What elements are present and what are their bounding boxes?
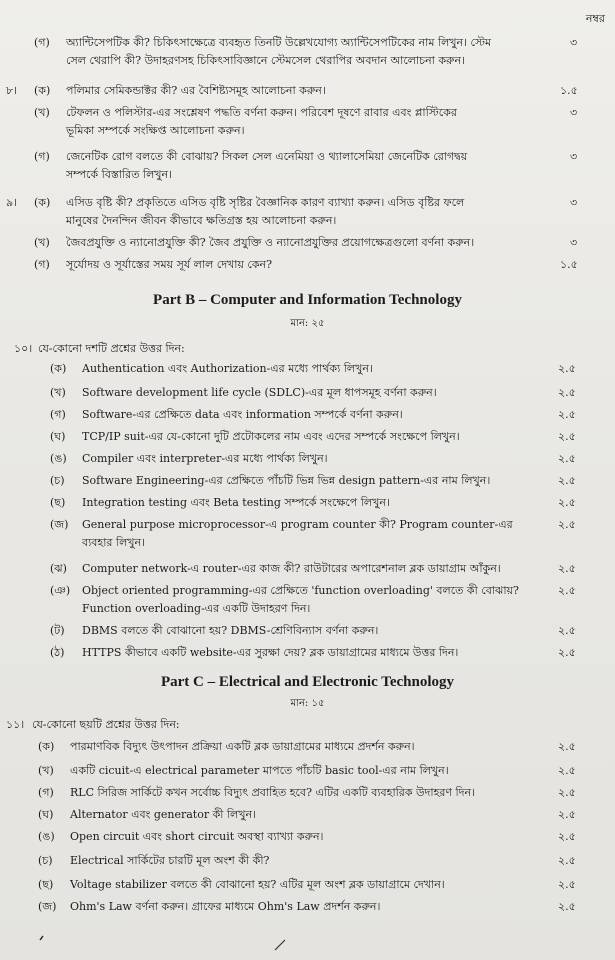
section-marks: মান: ২৫ — [290, 318, 325, 329]
pen-marks — [0, 920, 615, 960]
exam-page: নম্বর (গ) অ্যান্টিসেপটিক কী? চিকিৎসাক্ষেত্রে ব্যবহৃত তিনটি উল্লেখযোগ্য অ্যান্টিসেপটিকের নাম লিখুন। স্টেম ৩ সেল থেরাপি কী? উদাহরণসহ চিকিৎসাবিজ্ঞানে স্টেমসেল থেরাপির অবদান আলোচনা করুন। ৮। (ক) পলিমার সেমিকন্ডাক্টর কী? এর বৈশিষ্ট্যসমূহ আলোচনা করুন। ১.৫ (খ) টেফলন ও পলিস্টার-এর সংশ্লেষণ পদ্ধতি বর্ণনা করুন। পরিবেশ দূষণে রাবার এবং প্লাস্টিকের ৩ ভূমিকা সম্পর্কে সংক্ষিপ্ত আলোচনা করুন। (গ) জেনেটিক রোগ বলতে কী বোঝায়? সিকল সেল এনেমিয়া ও থ্যালাসেমিয়া জেনেটিক রোগদ্বয় ৩ সম্পর্কে বিস্তারিত লিখুন। ৯। (ক) এসিড বৃষ্টি কী? প্রকৃতিতে এসিড বৃষ্টি সৃষ্টির বৈজ্ঞানিক কারণ ব্যাখ্যা করুন। এসিড বৃষ্টির ফলে ৩ মানুষের দৈনন্দিন জীবন কীভাবে ক্ষতিগ্রস্ত হয় আলোচনা করুন। (খ) জৈবপ্রযুক্তি ও ন্যানোপ্রযুক্তি কী? জৈব প্রযুক্তি ও ন্যানোপ্রযুক্তির প্রয়োগক্ষেত্রগুলো বর্ণনা করুন। ৩ (গ) সূর্যোদয় ও সূর্যাস্তের সময় সূর্য লাল দেখায় কেন? ১.৫ Part B – Computer and Information Technology মান: ২৫ ১০। যে-কোনো দশটি প্রশ্নের উত্তর দিন: (ক) Authentication এবং Authorization-এর মধ্যে পার্থক্য লিখুন। ২.৫ (খ) Software development life cycle (SDLC)-এর মূল ধাপসমূহ বর্ণনা করুন। ২.৫ (গ) Software-এর প্রেক্ষিতে data এবং information সম্পর্কে বর্ণনা করুন। ২.৫ (ঘ) TCP/IP suit-এর যে-কোনো দুটি প্রটোকলের নাম এবং এদের সম্পর্কে সংক্ষেপে লিখুন। ২.৫ (ঙ) Compiler এবং interpreter-এর মধ্যে পার্থক্য লিখুন। ২.৫ (চ) Software Engineering-এর প্রেক্ষিতে পাঁচটি ভিন্ন ভিন্ন design pattern-এর নাম লিখুন। ২.৫ (ছ) Integration testing এবং Beta testing সম্পর্কে সংক্ষেপে লিখুন। ২.৫ (জ) General purpose microprocessor-এ program counter কী? Program counter-এর ২.৫ ব্যবহার লিখুন। (ঝ) Computer network-এ router-এর কাজ কী? রাউটারের অপারেশনাল ব্লক ডায়াগ্রাম আঁকুন। ২.৫ (ঞ) Object oriented programming-এর প্রেক্ষিতে 'function overloading' বলতে কী বোঝায়? ২.৫ Function overloading-এর একটি উদাহরণ দিন। (ট) DBMS বলতে কী বোঝানো হয়? DBMS-শ্রেণিবিন্যাস বর্ণনা করুন। ২.৫ (ঠ) HTTPS কীভাবে একটি website-এর সুরক্ষা দেয়? ব্লক ডায়াগ্রামের মাধ্যমে উত্তর দিন। ২.৫ Part C – Electrical and Electronic Technology মান: ১৫ ১১। যে-কোনো ছয়টি প্রশ্নের উত্তর দিন: (ক) পারমাণবিক বিদ্যুৎ উৎপাদন প্রক্রিয়া একটি ব্লক ডায়াগ্রামের মাধ্যমে প্রদর্শন করুন। ২.৫ (খ) একটি cicuit-এ electrical parameter মাপতে পাঁচটি basic tool-এর নাম লিখুন। ২.৫ (গ) RLC সিরিজ সার্কিটে কখন সর্বোচ্চ বিদ্যুৎ প্রবাহিত হবে? এটির একটি ব্যবহারিক উদাহরণ দিন। ২.৫ (ঘ) Alternator এবং generator কী লিখুন। ২.৫ (ঙ) Open circuit এবং short circuit অবস্থা ব্যাখ্যা করুন। ২.৫ (চ) Electrical সার্কিটের চারটি মূল অংশ কী কী? ২.৫ (ছ) Voltage stabilizer বলতে কী বোঝানো হয়? এটির মূল অংশ ব্লক ডায়াগ্রামে দেখান। ২.৫ (জ) Ohm's Law বর্ণনা করুন। গ্রাফের মাধ্যমে Ohm's Law প্রদর্শন করুন। ২.৫ — [0, 0, 615, 960]
marks-column-header: নম্বর — [585, 12, 605, 25]
section-title: Part B – Computer and Information Technology — [153, 292, 462, 308]
section-marks: মান: ১৫ — [290, 698, 325, 709]
section-title: Part C – Electrical and Electronic Technology — [160, 674, 455, 690]
